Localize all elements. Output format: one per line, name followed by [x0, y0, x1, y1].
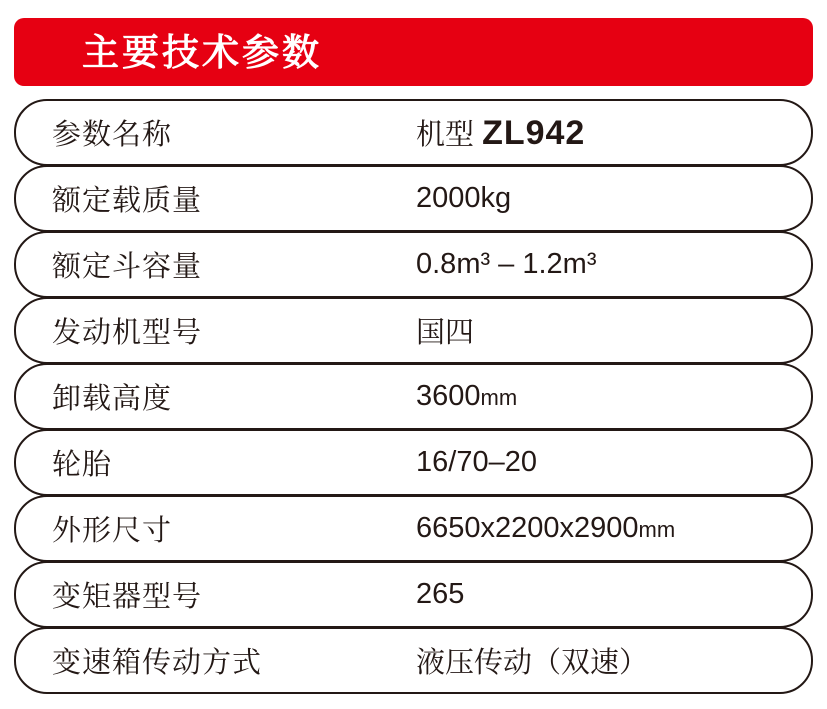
spec-value [416, 380, 811, 413]
spec-name: 额定载质量 [52, 185, 203, 217]
spec-name: 卸载高度 [52, 383, 173, 415]
spec-value [416, 512, 811, 545]
table-row [14, 231, 813, 298]
table-row [14, 363, 813, 430]
spec-value: 国四 [416, 317, 475, 349]
table-row [14, 297, 813, 364]
title-banner [14, 18, 813, 86]
spec-value-unit: mm [480, 385, 518, 410]
model-code: ZL942 [482, 114, 586, 152]
table-row [14, 429, 813, 496]
spec-table [14, 99, 813, 694]
spec-name: 发动机型号 [52, 317, 203, 349]
table-row [14, 561, 813, 628]
table-row [14, 495, 813, 562]
table-header-row [14, 99, 813, 166]
table-row [14, 165, 813, 232]
spec-name: 外形尺寸 [52, 515, 173, 547]
spec-value: 265 [416, 578, 465, 610]
spec-value: 16/70–20 [416, 446, 537, 478]
page-title: 主要技术参数 [82, 31, 322, 73]
spec-value-unit: mm [638, 517, 676, 542]
spec-name: 轮胎 [52, 449, 113, 481]
spec-name: 变矩器型号 [52, 581, 203, 613]
spec-name: 额定斗容量 [52, 251, 203, 283]
table-column-header-model [416, 112, 811, 153]
spec-name: 变速箱传动方式 [52, 647, 263, 679]
table-row [14, 627, 813, 694]
spec-value: 0.8m³ – 1.2m³ [416, 248, 597, 280]
table-column-header-name: 参数名称 [52, 119, 173, 151]
spec-value: 液压传动（双速） [416, 647, 649, 679]
spec-value: 2000kg [416, 182, 512, 214]
spec-value-number: 3600 [416, 380, 481, 412]
model-label: 机型 [416, 119, 483, 151]
spec-value-number: 6650x2200x2900 [416, 512, 639, 544]
